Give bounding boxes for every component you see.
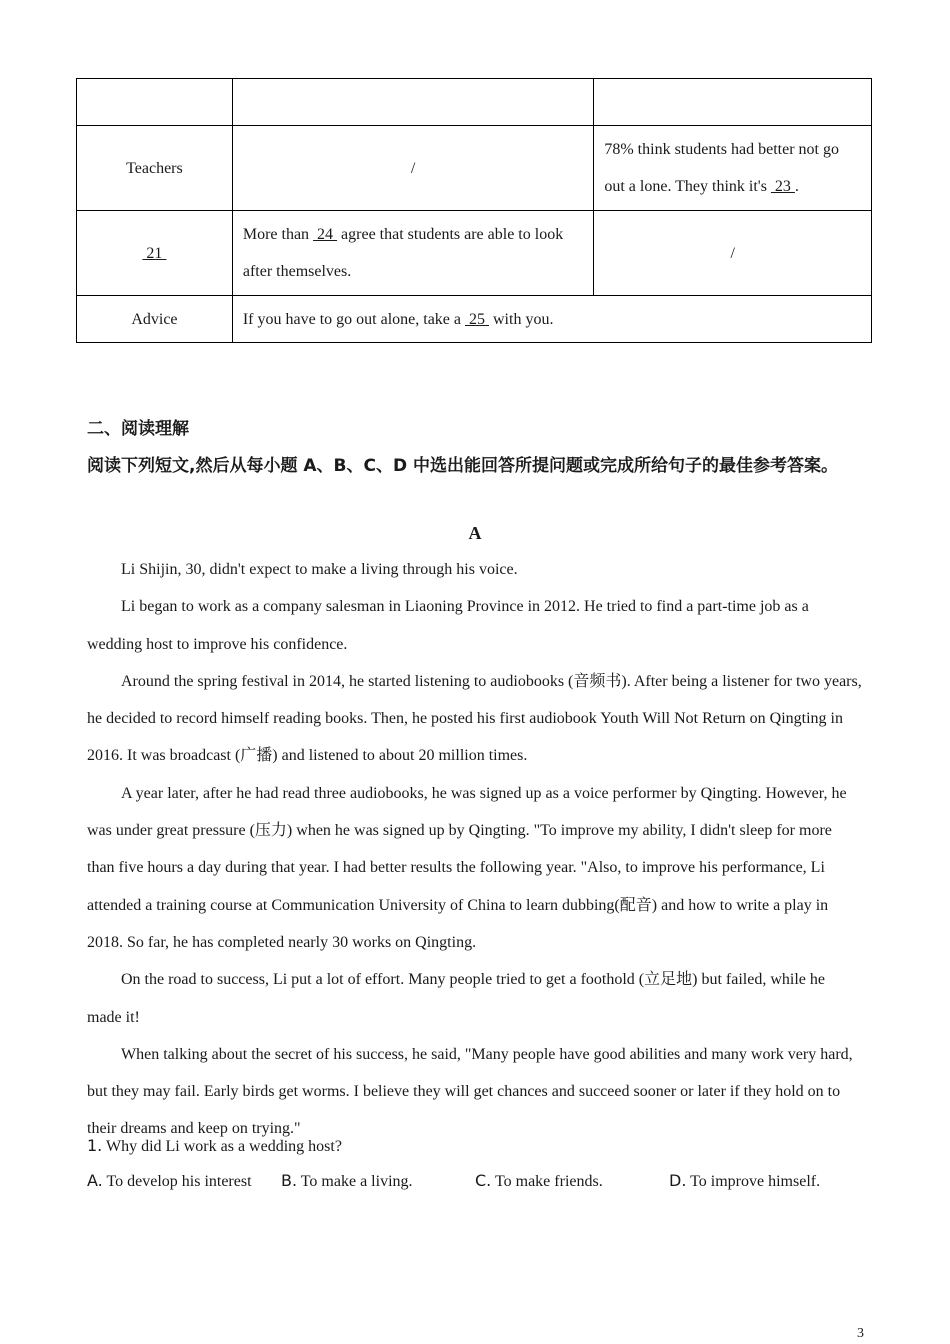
cell-text: If you have to go out alone, take a	[242, 310, 465, 328]
option-letter: A.	[87, 1171, 103, 1190]
blank-24: 24	[313, 226, 338, 243]
table-row	[77, 126, 872, 211]
option-a[interactable]	[87, 1171, 252, 1191]
blank-21: 21	[142, 244, 167, 262]
paragraph: Li Shijin, 30, didn't expect to make a living through his voice.	[121, 561, 518, 578]
table-cell	[77, 79, 233, 126]
passage-label: A	[468, 523, 482, 543]
section-instructions: 阅读下列短文,然后从每小题 A、B、C、D 中选出能回答所提问题或完成所给句子的最佳参考答案。	[87, 456, 838, 476]
option-c[interactable]	[475, 1171, 603, 1191]
cell-text: .	[794, 178, 799, 195]
information-table	[76, 78, 872, 343]
page-number: 3	[857, 1326, 864, 1341]
paragraph: Li began to work as a company salesman in Liaoning Province in 2012. He tried to find a part-time job as a wedding host to improve his confidence.	[87, 598, 809, 653]
cell-text: 78% think students had better not go out a lone. They think it's	[604, 141, 839, 195]
option-text: To improve himself.	[686, 1173, 821, 1190]
table-row	[77, 211, 872, 296]
paragraph: A year later, after he had read three audiobooks, he was signed up as a voice performer by Qingting. However, he was under great pressure (压力) when he was signed up by Qingting. "To improve my ability, I didn't sleep for more than five hours a day during that year. I had better results the following year. "Also, to improve his performance, Li attended a training course at Communication University of China to learn dubbing(配音) and how to write a play in 2018. So far, he has completed nearly 30 works on Qingting.	[87, 784, 847, 951]
cell-text: agree that students are able to look after themselves.	[242, 226, 564, 280]
option-letter: B.	[281, 1171, 298, 1190]
option-text: To develop his interest	[102, 1173, 252, 1190]
table-cell	[232, 296, 871, 343]
option-text: To make friends.	[491, 1173, 603, 1190]
blank-23: 23	[770, 178, 795, 195]
option-letter: C.	[475, 1171, 492, 1190]
table-cell	[594, 126, 872, 211]
section-title: 二、阅读理解	[87, 419, 189, 439]
option-text: To make a living.	[297, 1173, 413, 1190]
cell-text: with you.	[489, 310, 554, 328]
paragraph: When talking about the secret of his success, he said, "Many people have good abilities and many work very hard, but they may fail. Early birds get worms. I believe they will get chances and succeed sooner or later if they hold on to their dreams and keep on trying."	[87, 1045, 853, 1138]
cell-text: More than	[242, 226, 314, 243]
table-cell	[77, 211, 233, 296]
table-cell	[232, 79, 594, 126]
table-cell	[232, 211, 594, 296]
blank-25: 25	[465, 310, 489, 328]
row-label-advice: Advice	[77, 296, 233, 343]
table-cell: /	[594, 211, 872, 296]
table-cell	[594, 79, 872, 126]
paragraph: Around the spring festival in 2014, he started listening to audiobooks (音频书). After being a listener for two years, he decided to record himself reading books. Then, he posted his first audiobook Youth Will Not Return on Qingting in 2016. It was broadcast (广播) and listened to about 20 million times.	[87, 672, 862, 765]
paragraph: On the road to success, Li put a lot of effort. Many people tried to get a foothold (立足地) but failed, while he made it!	[87, 971, 825, 1026]
answer-options	[87, 1171, 877, 1195]
row-label-teachers: Teachers	[77, 126, 233, 211]
question-text: Why did Li work as a wedding host?	[102, 1138, 342, 1155]
table-row	[77, 296, 872, 343]
option-d[interactable]	[669, 1171, 820, 1191]
question-1	[87, 1136, 342, 1156]
option-b[interactable]	[281, 1171, 413, 1191]
option-letter: D.	[669, 1171, 687, 1190]
table-row	[77, 79, 872, 126]
table-cell: /	[232, 126, 594, 211]
question-number: 1.	[87, 1136, 103, 1155]
passage-body	[87, 551, 863, 1148]
